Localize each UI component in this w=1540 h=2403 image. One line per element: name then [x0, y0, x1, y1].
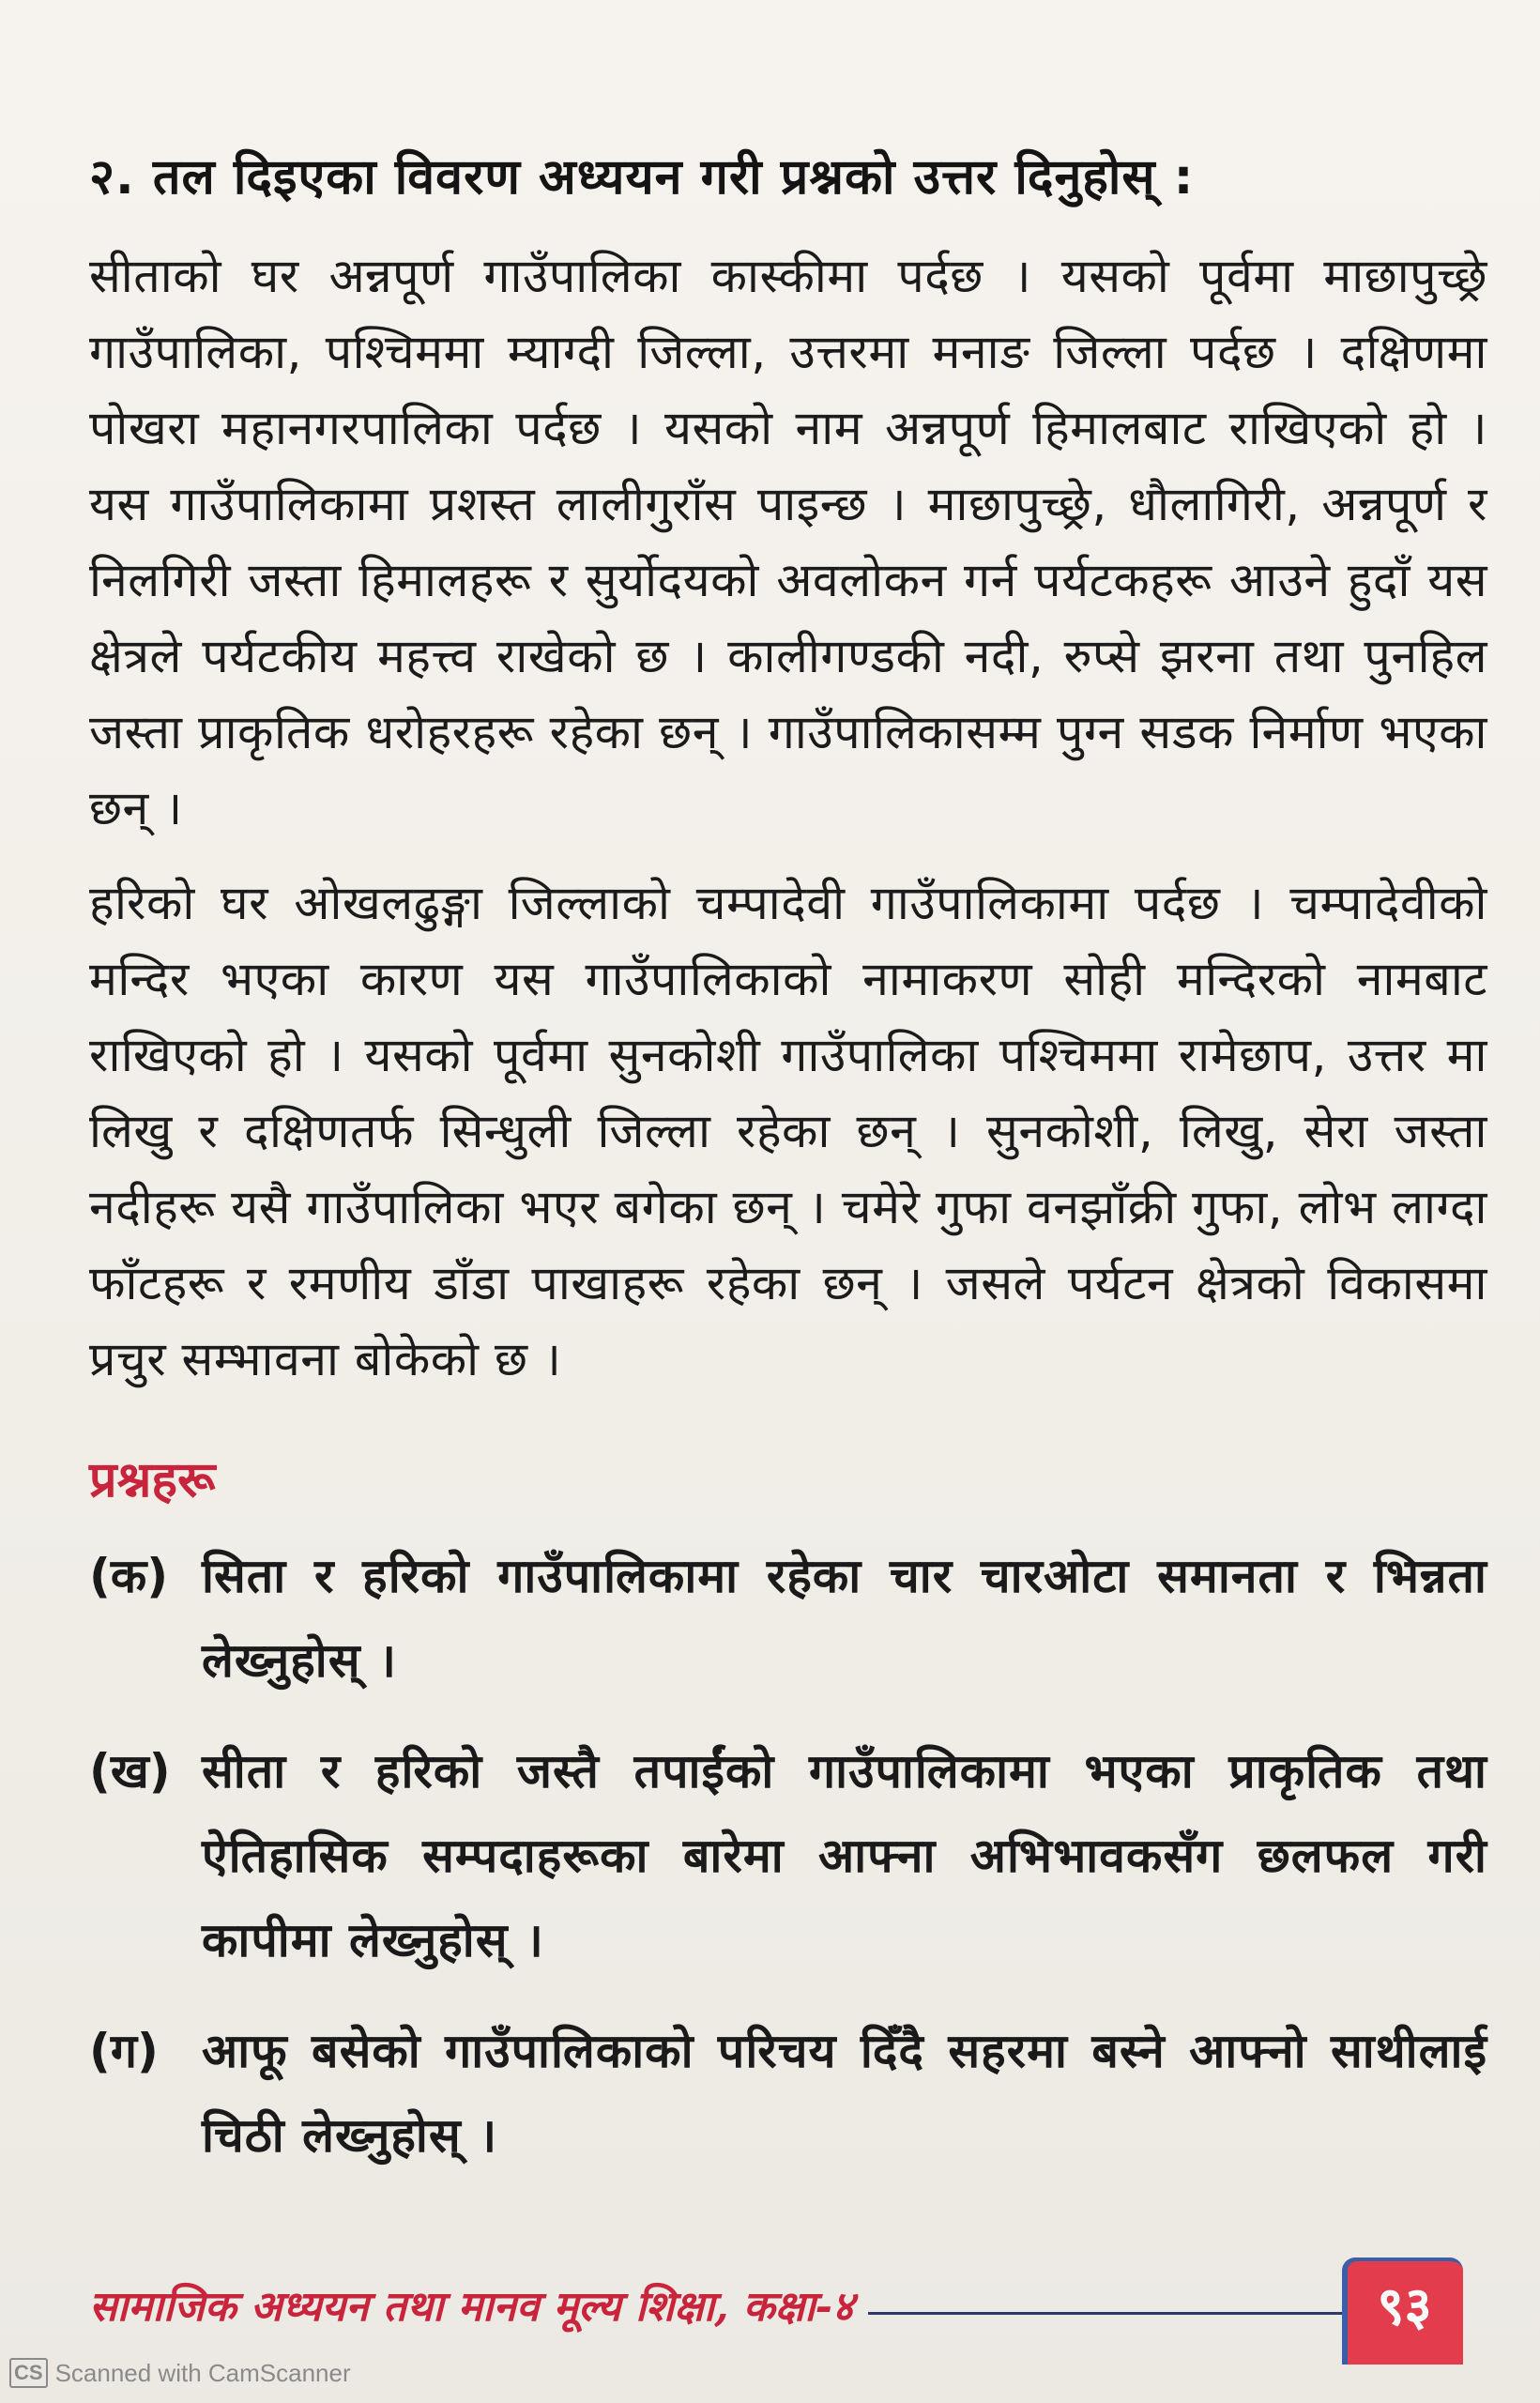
- book-title: सामाजिक अध्ययन तथा मानव मूल्य शिक्षा, कक्षा-४: [89, 2283, 854, 2331]
- question-text: सीता र हरिको जस्तै तपाईंको गाउँपालिकामा भएका प्राकृतिक तथा ऐतिहासिक सम्पदाहरूका बारेमा आफ्ना अभिभावकसँग छलफल गरी कापीमा लेख्नुहोस् ।: [202, 1743, 1487, 1967]
- exercise-heading: २. तल दिइएका विवरण अध्ययन गरी प्रश्नको उत्तर दिनुहोस् :: [89, 149, 1195, 206]
- paragraph-sita: सीताको घर अन्नपूर्ण गाउँपालिका कास्कीमा पर्दछ । यसको पूर्वमा माछापुच्छ्रे गाउँपालिका, पश्चिममा म्याग्दी जिल्ला, उत्तरमा मनाङ जिल्ला पर्दछ । दक्षिणमा पोखरा महानगरपालिका पर्दछ । यसको नाम अन्नपूर्ण हिमालबाट राखिएको हो । यस गाउँपालिकामा प्रशस्त लालीगुराँस पाइन्छ । माछापुच्छ्रे, धौलागिरी, अन्नपूर्ण र निलगिरी जस्ता हिमालहरू र सुर्योदयको अवलोकन गर्न पर्यटकहरू आउने हुदाँ यस क्षेत्रले पर्यटकीय महत्त्व राखेको छ । कालीगण्डकी नदी, रुप्से झरना तथा पुनहिल जस्ता प्राकृतिक धरोहरहरू रहेका छन् । गाउँपालिकासम्म पुग्न सडक निर्माण भएका छन् ।: [89, 249, 1488, 835]
- page-content: [89, 141, 1487, 2204]
- question-label: (ख): [89, 1743, 171, 1798]
- question-ka: [89, 1534, 1487, 1703]
- page-number: ९३: [1377, 2276, 1432, 2337]
- page-number-badge: [1342, 2258, 1463, 2365]
- camscanner-logo-icon: CS: [9, 2358, 48, 2388]
- question-text: आफू बसेको गाउँपालिकाको परिचय दिँदै सहरमा बस्ने आफ्नो साथीलाई चिठी लेख्नुहोस् ।: [202, 2023, 1487, 2163]
- scanner-watermark: [9, 2358, 351, 2388]
- questions-heading: प्रश्नहरू: [89, 1452, 216, 1508]
- question-label: (ग): [89, 2023, 159, 2078]
- question-text: सिता र हरिको गाउँपालिकामा रहेका चार चारओटा समानता र भिन्नता लेख्नुहोस् ।: [202, 1548, 1487, 1688]
- watermark-text: Scanned with CamScanner: [54, 2358, 351, 2387]
- question-label: (क): [89, 1548, 169, 1603]
- footer-divider: [868, 2312, 1412, 2315]
- question-ga: [89, 2009, 1487, 2178]
- paragraph-hari: हरिको घर ओखलढुङ्गा जिल्लाको चम्पादेवी गाउँपालिकामा पर्दछ । चम्पादेवीको मन्दिर भएका कारण यस गाउँपालिकाको नामाकरण सोही मन्दिरको नामबाट राखिएको हो । यसको पूर्वमा सुनकोशी गाउँपालिका पश्चिममा रामेछाप, उत्तर मा लिखु र दक्षिणतर्फ सिन्धुली जिल्ला रहेका छन् । सुनकोशी, लिखु, सेरा जस्ता नदीहरू यसै गाउँपालिका भएर बगेका छन् । चमेरे गुफा वनझाँक्री गुफा, लोभ लाग्दा फाँटहरू र रमणीय डाँडा पाखाहरू रहेका छन् । जसले पर्यटन क्षेत्रको विकासमा प्रचुर सम्भावना बोकेको छ ।: [89, 876, 1487, 1386]
- page-footer: [89, 2258, 1459, 2370]
- question-kha: [89, 1729, 1487, 1982]
